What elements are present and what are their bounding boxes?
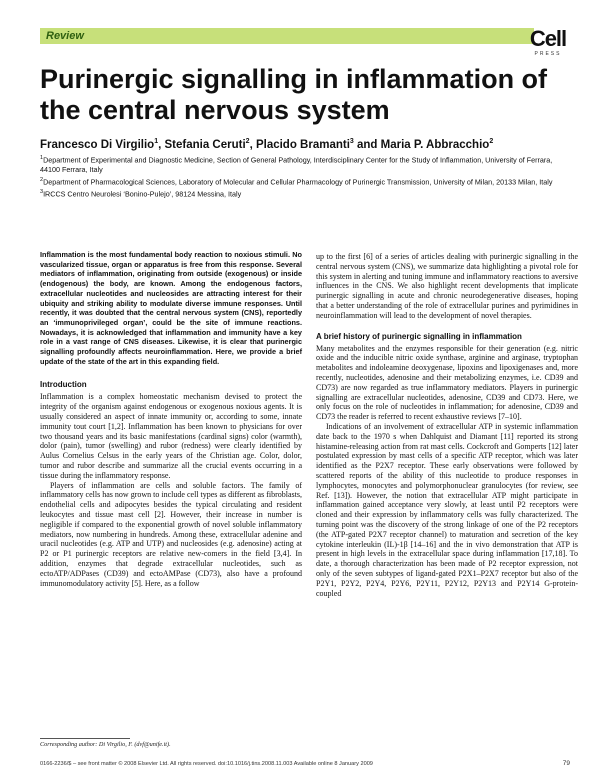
affiliation-number: 3 [40, 188, 44, 195]
affiliation-list [40, 154, 570, 200]
body-paragraph: Players of inflammation are cells and soluble factors. The family of inflammatory cells has now grown to include cell types as different as fibroblasts, endothelial cells and adipocytes besides the typical circulating and resident leukocytes and tissue mast cell [2]. However, their increase in number is negligible if compared to the exponential growth of novel soluble inflammatory mediators, now numbering in hundreds. Among these, extracellular adenine and uracil nucleotides (e.g. ATP and UTP) and nucleosides (e.g. adenosine) acting at P2 or P1 purinergic receptors are relative new-comers in the field [3,4]. In addition, enzymes that degrade extracellular nucleotides, such as ectoATP/ADPases (CD39) and ectoAMPase (CD73), also have a profound immunomodulatory activity [5]. Here, as a follow [40, 480, 302, 588]
affiliation-text: Department of Pharmacological Sciences, Laboratory of Molecular and Cellular Pharmacology of Purinergic Transmission, University of Milan, 20133 Milan, Italy [43, 176, 553, 186]
author-separator: , [249, 138, 256, 151]
author-affiliation-number: 1 [154, 138, 159, 145]
left-column [40, 250, 302, 588]
body-paragraph: Many metabolites and the enzymes responsible for their generation (e.g. nitric oxide and the inducible nitric oxide synthase, arginine and arginase, tryptophan metabolites and indoleamine deoxygenase, lipoxins and lipoxigenases and, more recently, nucleotides, adenosine and their metabolizing enzymes, i.e. CD39 and CD73) are now regarded as true inflammatory mediators. Players in purinergic signalling are extracellular nucleotides, adenosine, CD39 and CD73. Here, we only focus on the role of nucleotides in inflammation; for adenosine, CD39 and CD73 the reader is referred to recent exhaustive reviews [7–10]. [316, 343, 578, 422]
article-title: Purinergic signalling in inflammation of the central nervous system [40, 64, 548, 125]
body-paragraph: up to the first [6] of a series of articles dealing with purinergic signalling in the central nervous system (CNS), we summarize data highlighting a pivotal role for this system in alerting and tuning immune and inflammatory reactions to aversive influences in the CNS. We also highlight recent developments that implicate purinergic signalling in acute and chronic neurodegenerative diseases, hoping that a better understanding of the role of extracellular purines and pyrimidines in neuroinflammation will lead to the development of novel therapies. [316, 252, 578, 320]
author-name: Stefania Ceruti [164, 138, 246, 151]
footnote-divider [40, 738, 130, 739]
author-affiliation-number: 2 [245, 138, 250, 145]
body-paragraph: Inflammation is a complex homeostatic mechanism devised to protect the integrity of the organism against endogenous or exogenous noxious agents. It is usually considered an aspect of innate immunity or, according to some, innate immunity tout court [1,2]. Inflammation has been known to physicians for over two thousand years and its basic manifestations (cardinal signs) color (warmth), dolor (pain), tumor (swelling) and rubor (redness) were clearly identified by Aulus Cornelius Celsus in the early years of the Christian age. Color, dolor, tumor and rubor describe and summarize all the crucial events occurring in a tissue during the inflammatory response. [40, 392, 302, 480]
author-separator: and [353, 138, 381, 151]
affiliation [40, 188, 570, 199]
introduction-heading: Introduction [40, 380, 87, 390]
author-name: Francesco Di Virgilio [40, 138, 155, 151]
affiliation-text: Department of Experimental and Diagnostic Medicine, Section of General Pathology, Interdisciplinary Center for the Study of Inflammation, University of Ferrara, 44100 Ferrara, Italy [40, 155, 553, 174]
author-affiliation-number: 3 [349, 138, 354, 145]
page-number: 79 [562, 760, 570, 767]
page-footer [40, 760, 570, 768]
author-list [40, 134, 580, 153]
affiliation [40, 176, 570, 187]
affiliation [40, 154, 570, 175]
author-affiliation-number: 2 [489, 138, 494, 145]
author-name: Maria P. Abbracchio [380, 138, 490, 151]
body-paragraph: Indications of an involvement of extracellular ATP in systemic inflammation date back to the 1970 s when Dahlquist and Diamant [11] reported its strong histamine-releasing action from rat mast cells. Cockcroft and Gomperts [12] later postulated expression by mast cells of a specific ATP receptor, which was later identified as the P2X7 receptor. These early observations were followed by scattered reports of the ability of this nucleotide to produce responses in lymphocytes, monocytes and polymorphonuclear granulocytes (for review, see Ref. [13]). However, the notion that extracellular ATP might participate in inflammation gained acceptance very slowly, at least until P2 receptors were cloned and their expression by inflammatory cells was fully characterized. The turning point was the discovery of the strong linkage of one of the P2 receptors (the ATP-gated P2X7 receptor channel) to maturation and secretion of the key cytokine interleukin (IL)-1β [14–16] and the in vivo demonstration that ATP is present in high levels in the extracellular space during inflammation [17,18]. To date, a thorough characterization has been made of P2 receptor expression, not only of the seven subtypes of ligand-gated P2X1–P2X7 receptor but also of the P2Y1, P2Y2, P2Y4, P2Y6, P2Y11, P2Y12, P2Y13 and P2Y14 G-protein-coupled [316, 421, 578, 598]
section-label: Review [40, 28, 534, 44]
logo-sub-text: PRESS [534, 51, 562, 57]
logo-main-text: Cell [529, 26, 567, 51]
abstract: Inflammation is the most fundamental body reaction to noxious stimuli. No vascularized tissue, organ or apparatus is free from this response. Several mediators of inflammation, originating from outside (exogenous) or inside (endogenous) the body, are known. Among the endogenous factors, extracellular nucleotides and nucleosides are attracting interest for their ubiquity and striking ability to modulate diverse immune responses. Until recently, it was doubted that the central nervous system (CNS), reportedly an ‘immunoprivileged organ’, could be the site of immune reactions. Nowadays, it is acknowledged that inflammation and immunity have a key role in a vast range of CNS diseases. Likewise, it is clear that purinergic signalling profoundly affects neuroinflammation. Here, we provide a brief update of the state of the art in this expanding field. [40, 250, 302, 366]
affiliation-text: IRCCS Centro Neurolesi ‘Bonino-Pulejo’, 98124 Messina, Italy [43, 188, 242, 198]
affiliation-number: 1 [40, 155, 44, 161]
cell-press-logo [526, 28, 570, 57]
author-name: Placido Bramanti [255, 138, 350, 151]
right-column [316, 252, 578, 598]
corresponding-author-footnote: Corresponding author: Di Virgilio, F. (dvf@unife.it). [40, 741, 171, 748]
author-separator: , [158, 138, 165, 151]
affiliation-number: 2 [40, 176, 44, 183]
history-heading: A brief history of purinergic signalling in inflammation [316, 331, 522, 341]
footer-copyright: 0166-2236/$ – see front matter © 2008 Elsevier Ltd. All rights reserved. doi:10.1016/j.tins.2008.11.003 Available online 8 January 2009 [40, 761, 373, 767]
